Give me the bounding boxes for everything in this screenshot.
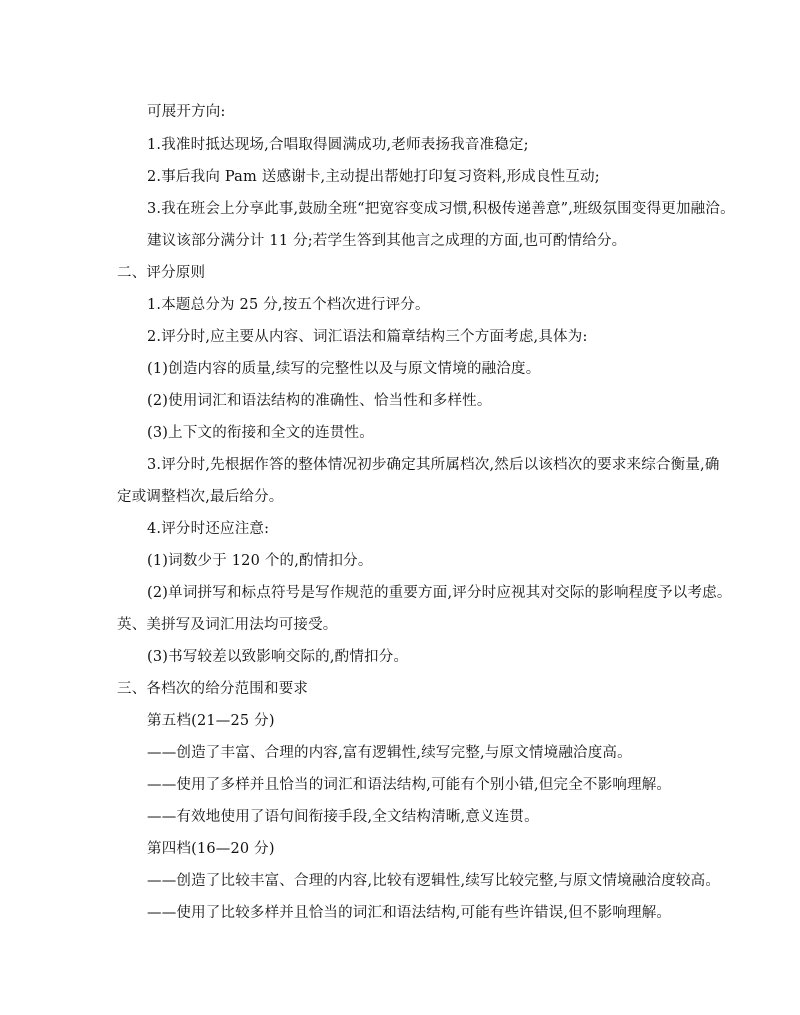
text-line-directions-heading: 可展开方向: (147, 104, 226, 120)
text-line-direction-1: 1.我准时抵达现场,合唱取得圆满成功,老师表扬我音准稳定; (147, 137, 529, 153)
text-line-principle-4: 4.评分时还应注意: (147, 521, 270, 537)
text-line-band-5-req-1: ——创造了丰富、合理的内容,富有逻辑性,续写完整,与原文情境融洽度高。 (147, 745, 632, 761)
text-line-principle-2-item-2: (2)使用词汇和语法结构的准确性、恰当性和多样性。 (147, 393, 492, 409)
text-line-principle-2: 2.评分时,应主要从内容、词汇语法和篇章结构三个方面考虑,具体为: (147, 329, 588, 345)
section-heading-score-bands: 三、各档次的给分范围和要求 (117, 681, 309, 697)
text-line-principle-1: 1.本题总分为 25 分,按五个档次进行评分。 (147, 297, 430, 313)
section-heading-scoring-principles: 二、评分原则 (117, 265, 206, 281)
text-line-principle-2-item-3: (3)上下文的衔接和全文的连贯性。 (147, 425, 374, 441)
text-line-band-5-req-2: ——使用了多样并且恰当的词汇和语法结构,可能有个别小错,但完全不影响理解。 (147, 777, 672, 793)
band-heading-fourth: 第四档(16—20 分) (147, 841, 275, 857)
text-line-principle-4-item-2-cont: 英、美拼写及词汇用法均可接受。 (117, 617, 338, 633)
band-heading-fifth: 第五档(21—25 分) (147, 713, 275, 729)
text-line-principle-4-item-3: (3)书写较差以致影响交际的,酌情扣分。 (147, 649, 409, 665)
text-line-band-4-req-2: ——使用了比较多样并且恰当的词汇和语法结构,可能有些许错误,但不影响理解。 (147, 905, 672, 921)
text-line-score-suggestion: 建议该部分满分计 11 分;若学生答到其他言之成理的方面,也可酌情给分。 (147, 233, 627, 249)
text-line-band-4-req-1: ——创造了比较丰富、合理的内容,比较有逻辑性,续写比较完整,与原文情境融洽度较高。 (147, 873, 721, 889)
text-line-direction-3: 3.我在班会上分享此事,鼓励全班“把宽容变成习惯,积极传递善意”,班级氛围变得更加融洽。 (147, 201, 735, 217)
text-line-principle-4-item-1: (1)词数少于 120 个的,酌情扣分。 (147, 553, 373, 569)
text-line-principle-3-cont: 定或调整档次,最后给分。 (117, 489, 284, 505)
text-line-band-5-req-3: ——有效地使用了语句间衔接手段,全文结构清晰,意义连贯。 (147, 809, 539, 825)
text-line-direction-2: 2.事后我向 Pam 送感谢卡,主动提出帮她打印复习资料,形成良性互动; (147, 169, 600, 185)
text-line-principle-2-item-1: (1)创造内容的质量,续写的完整性以及与原文情境的融洽度。 (147, 361, 541, 377)
text-line-principle-3: 3.评分时,先根据作答的整体情况初步确定其所属档次,然后以该档次的要求来综合衡量,确 (147, 457, 720, 473)
text-line-principle-4-item-2: (2)单词拼写和标点符号是写作规范的重要方面,评分时应视其对交际的影响程度予以考虑。 (147, 585, 732, 601)
